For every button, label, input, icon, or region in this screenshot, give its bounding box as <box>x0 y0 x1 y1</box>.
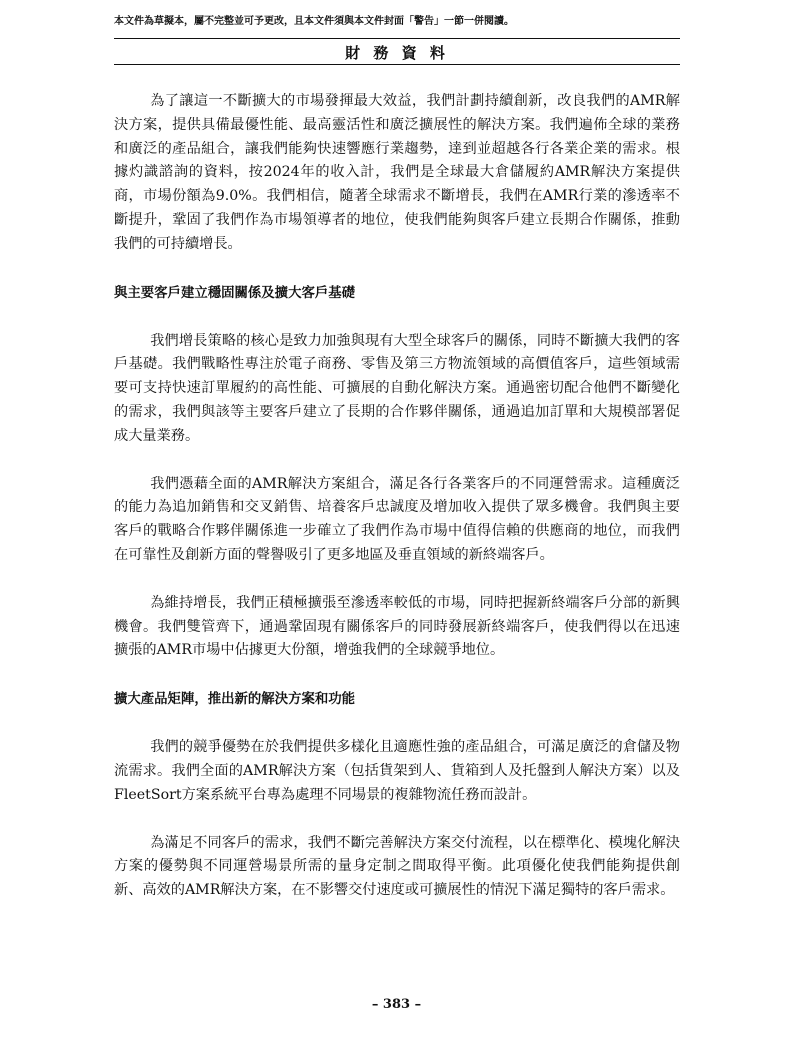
paragraph: 為了讓這一不斷擴大的市場發揮最大效益，我們計劃持續創新，改良我們的AMR解決方案，提供具備最優性能、最高靈活性和廣泛擴展性的解決方案。我們遍佈全球的業務和廣泛的產品組合，讓我們能夠快速響應行業趨勢，達到並超越各行各業企業的需求。根據灼識諮詢的資料，按2024年的收入計，我們是全球最大倉儲履約AMR解決方案提供商，市場份額為9.0%。我們相信，隨著全球需求不斷增長，我們在AMR行業的滲透率不斷提升，鞏固了我們作為市場領導者的地位，使我們能夠與客戶建立長期合作關係，推動我們的可持續增長。 <box>114 93 680 252</box>
paragraph: 我們憑藉全面的AMR解決方案組合，滿足各行各業客戶的不同運營需求。這種廣泛的能力為追加銷售和交叉銷售、培養客戶忠誠度及增加收入提供了眾多機會。我們與主要客戶的戰略合作夥伴關係進一步確立了我們作為市場中值得信賴的供應商的地位，而我們在可靠性及創新方面的聲譽吸引了更多地區及垂直領域的新終端客戶。 <box>114 475 680 563</box>
section-title: 財 務 資 料 <box>345 44 449 62</box>
paragraph: 為維持增長，我們正積極擴張至滲透率較低的市場，同時把握新終端客戶分部的新興機會。我們雙管齊下，通過鞏固現有關係客戶的同時發展新終端客戶，使我們得以在迅速擴張的AMR市場中佔據更大份額，增強我們的全球競爭地位。 <box>114 594 680 659</box>
page-number: – 383 – <box>371 997 422 1012</box>
draft-disclaimer: 本文件為草擬本，屬不完整並可予更改，且本文件須與本文件封面「警告」一節一併閱讀。 <box>114 16 514 27</box>
document-body <box>114 90 680 903</box>
subsection-heading: 擴大產品矩陣，推出新的解決方案和功能 <box>114 692 356 708</box>
header-rule-top <box>114 38 680 39</box>
paragraph: 我們的競爭優勢在於我們提供多樣化且適應性強的產品組合，可滿足廣泛的倉儲及物流需求。我們全面的AMR解決方案（包括貨架到人、貨箱到人及托盤到人解決方案）以及FleetSort方案系統平台專為處理不同場景的複雜物流任務而設計。 <box>114 739 680 803</box>
subsection-heading: 與主要客戶建立穩固關係及擴大客戶基礎 <box>114 285 356 301</box>
header-rule-bottom <box>114 64 680 65</box>
paragraph: 我們增長策略的核心是致力加強與現有大型全球客戶的關係，同時不斷擴大我們的客戶基礎。我們戰略性專注於電子商務、零售及第三方物流領域的高價值客戶，這些領域需要可支持快速訂單履約的高性能、可擴展的自動化解決方案。通過密切配合他們不斷變化的需求，我們與該等主要客戶建立了長期的合作夥伴關係，通過追加訂單和大規模部署促成大量業務。 <box>114 332 680 444</box>
paragraph: 為滿足不同客戶的需求，我們不斷完善解決方案交付流程，以在標準化、模塊化解決方案的優勢與不同運營場景所需的量身定制之間取得平衡。此項優化使我們能夠提供創新、高效的AMR解決方案，在不影響交付速度或可擴展性的情況下滿足獨特的客戶需求。 <box>114 834 680 899</box>
